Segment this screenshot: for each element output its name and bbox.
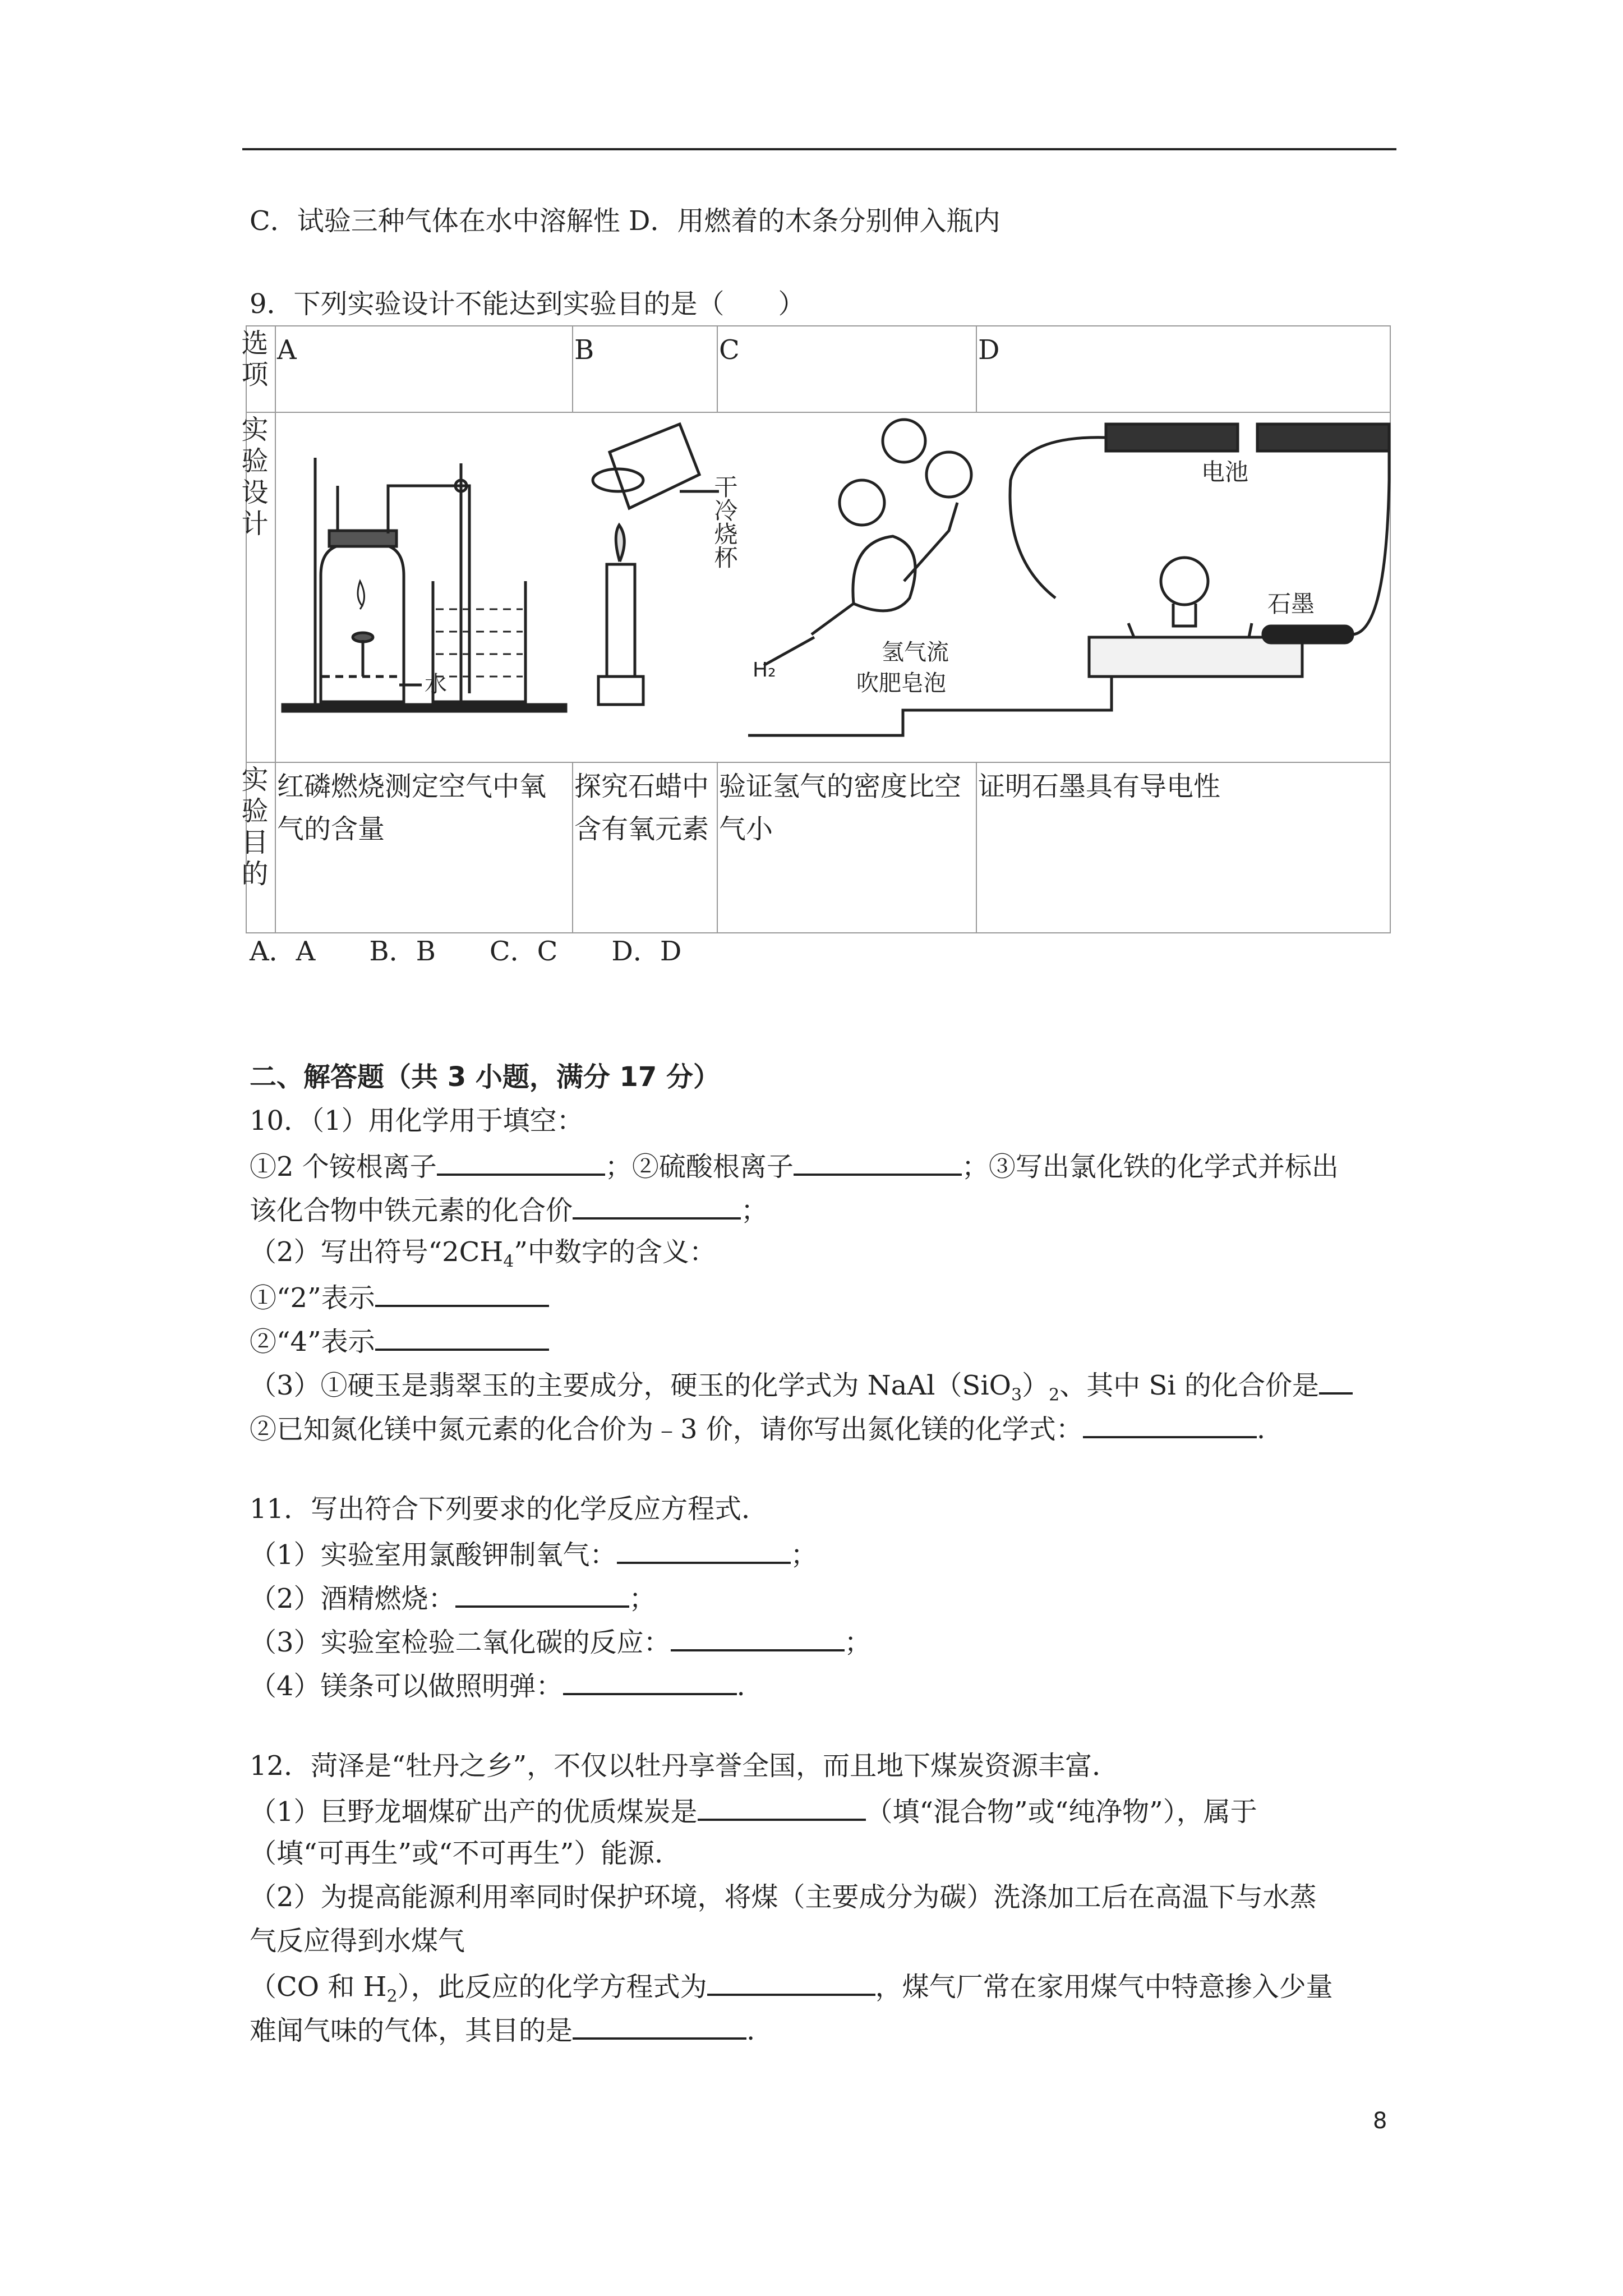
- row-header-design: 实验设计: [246, 412, 275, 762]
- design-figures: [275, 412, 1390, 762]
- label-battery: 电池: [1201, 458, 1249, 486]
- row-header-options: 选项: [246, 326, 275, 412]
- q12-part-2d: 难闻气味的气体，其目的是 .: [250, 2012, 755, 2047]
- blank-purpose[interactable]: [573, 2012, 746, 2040]
- q11-intro: 11．写出符合下列要求的化学反应方程式．: [250, 1493, 769, 1525]
- label-h2: H₂: [753, 659, 776, 682]
- q11-item-1: （1）实验室用氯酸钾制氧气： ；: [250, 1536, 818, 1572]
- purpose-c: 验证氢气的密度比空气小: [717, 762, 976, 933]
- figure-b-candle: [593, 424, 719, 705]
- q12-part-1: （1）巨野龙堌煤矿出产的优质煤炭是 （填“混合物”或“纯净物”），属于: [250, 1793, 1257, 1829]
- option-label-d: D: [976, 326, 1390, 412]
- blank-q11-3[interactable]: [671, 1623, 845, 1651]
- purpose-d: 证明石墨具有导电性: [976, 762, 1390, 933]
- q10-meaning-4: ②“4”表示: [250, 1323, 549, 1359]
- blank-water-gas-equation[interactable]: [707, 1968, 875, 1996]
- question-9-table: [237, 325, 1391, 933]
- q10-line-1: ①2 个铵根离子 ；②硫酸根离子 ；③写出氯化铁的化学式并标出: [250, 1148, 1339, 1184]
- label-hydrogen-flow: 氢气流: [882, 639, 949, 665]
- header-rule: [242, 148, 1396, 150]
- blank-ammonium[interactable]: [437, 1148, 605, 1176]
- blank-q11-2[interactable]: [455, 1580, 629, 1608]
- blank-coal-type[interactable]: [698, 1793, 866, 1821]
- purpose-a: 红磷燃烧测定空气中氧气的含量: [275, 762, 573, 933]
- q11-item-3: （3）实验室检验二氧化碳的反应： ；: [250, 1623, 872, 1659]
- option-label-c: C: [717, 326, 976, 412]
- blank-meaning-2[interactable]: [375, 1279, 549, 1307]
- q12-part-2b: 气反应得到水煤气: [250, 1925, 465, 1957]
- section-2-heading: 二、解答题（共 3 小题，满分 17 分）: [250, 1061, 721, 1093]
- purpose-row: [246, 762, 1390, 933]
- question-9-stem: 9．下列实验设计不能达到实验目的是（ ）: [250, 288, 805, 320]
- q10-line-2: 该化合物中铁元素的化合价 ；: [250, 1191, 768, 1227]
- blank-q11-4[interactable]: [563, 1667, 737, 1695]
- question-9-choices: A．A B．B C．C D．D: [250, 936, 682, 967]
- row-header-purpose: 实验目的: [246, 762, 275, 933]
- blank-ferric-chloride[interactable]: [573, 1191, 741, 1220]
- q10-part-3b: ②已知氮化镁中氮元素的化合价为﹣3 价，请你写出氮化镁的化学式： .: [250, 1410, 1265, 1446]
- label-water: 水: [425, 671, 447, 697]
- q12-part-1b: （填“可再生”或“不可再生”）能源．: [250, 1838, 682, 1869]
- experiment-figures: [276, 413, 1390, 749]
- option-label-b: B: [573, 326, 717, 412]
- q10-meaning-2: ①“2”表示: [250, 1279, 549, 1315]
- blank-q11-1[interactable]: [617, 1536, 791, 1564]
- q10-part-2: （2）写出符号“$2CH_4$”中数字的含义：: [250, 1236, 716, 1272]
- q12-intro: 12．菏泽是“牡丹之乡”，不仅以牡丹享誉全国，而且地下煤炭资源丰富．: [250, 1750, 1119, 1782]
- previous-question-options: C．试验三种气体在水中溶解性 D．用燃着的木条分别伸入瓶内: [250, 205, 1000, 237]
- blank-magnesium-nitride[interactable]: [1083, 1410, 1257, 1438]
- option-label-a: A: [275, 326, 573, 412]
- q10-intro: 10．（1）用化学用于填空：: [250, 1105, 584, 1137]
- blank-meaning-4[interactable]: [375, 1323, 549, 1351]
- page-number: 8: [1373, 2108, 1387, 2134]
- q12-part-2c: （CO 和 $H_2$），此反应的化学方程式为 ，煤气厂常在家用煤气中特意掺入少量: [250, 1968, 1333, 2014]
- purpose-b: 探究石蜡中含有氧元素: [573, 762, 717, 933]
- options-row: [246, 326, 1390, 412]
- label-graphite: 石墨: [1267, 590, 1315, 618]
- blank-si-valence[interactable]: [1319, 1366, 1353, 1395]
- q11-item-4: （4）镁条可以做照明弹： .: [250, 1667, 745, 1703]
- label-dry-cold-cup: 干冷烧杯: [711, 475, 739, 569]
- q11-item-2: （2）酒精燃烧： ；: [250, 1580, 656, 1616]
- label-soap-bubble: 吹肥皂泡: [856, 670, 946, 696]
- figure-d-circuit: [1010, 424, 1389, 677]
- q12-part-2: （2）为提高能源利用率同时保护环境，将煤（主要成分为碳）洗涤加工后在高温下与水蒸: [250, 1881, 1317, 1913]
- blank-sulfate[interactable]: [794, 1148, 962, 1176]
- design-row: [246, 412, 1390, 762]
- q10-part-3: （3）①硬玉是翡翠玉的主要成分，硬玉的化学式为 $NaAl(SiO_3)_2$、其中 Si 的化合价是: [250, 1366, 1353, 1412]
